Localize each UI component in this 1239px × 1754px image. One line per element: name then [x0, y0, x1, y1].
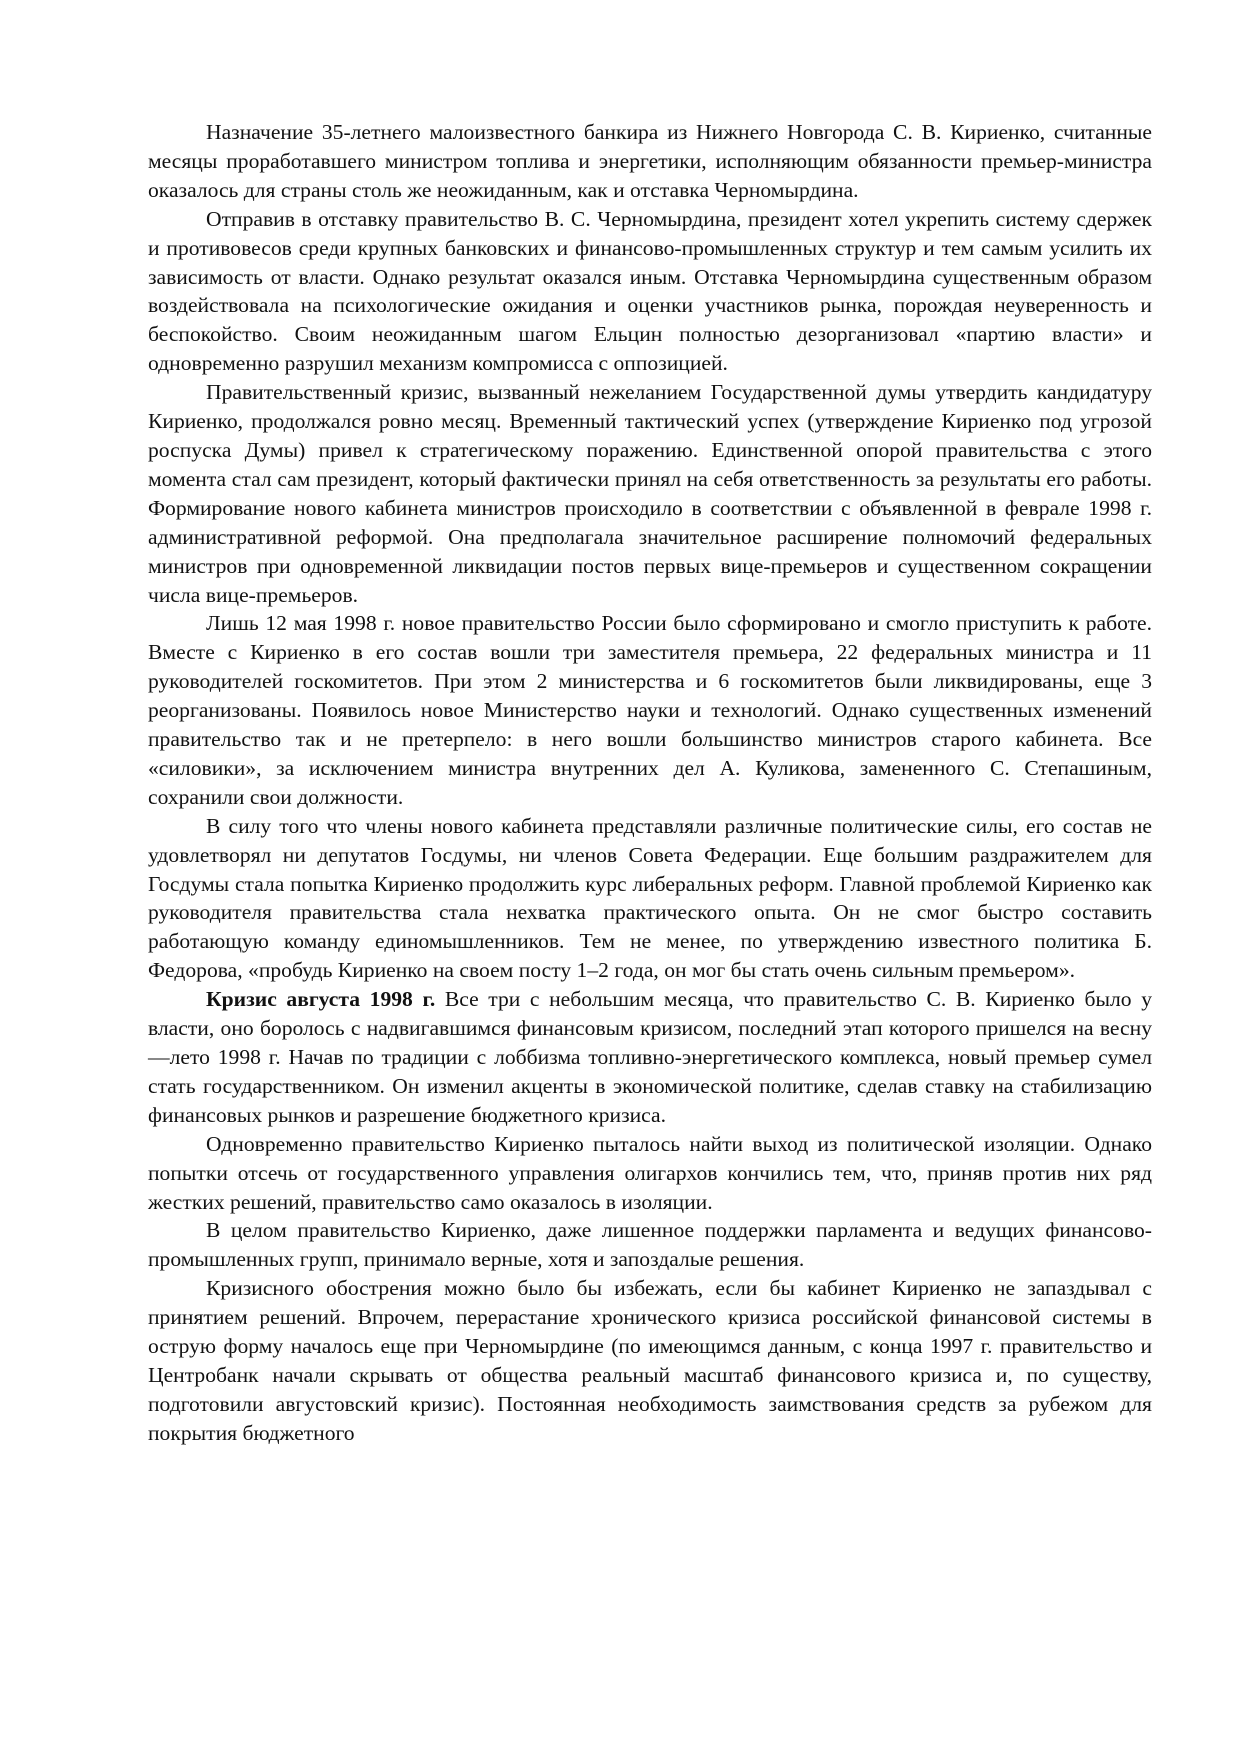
paragraph-text: Правительственный кризис, вызванный нежеланием Государственной думы утвердить кандидатуру Кириенко, продолжался ровно месяц. Временный тактический успех (утверждение Кириенко под угрозой роспуска Думы) привел к стратегическому поражению. Единственной опорой правительства с этого момента стал сам президент, который фактически принял на себя ответственность за результаты его работы. Формирование нового кабинета министров происходило в соответствии с объявленной в феврале 1998 г. административной реформой. Она предполагала значительное расширение полномочий федеральных министров при одновременной ликвидации постов первых вице-премьеров и существенном сокращении числа вице-премьеров.	[148, 380, 1152, 607]
paragraph-text: В силу того что члены нового кабинета представляли различные политические силы, его состав не удовлетворял ни депутатов Госдумы, ни членов Совета Федерации. Еще большим раздражителем для Госдумы стала попытка Кириенко продолжить курс либеральных реформ. Главной проблемой Кириенко как руководителя правительства стала нехватка практического опыта. Он не смог быстро составить работающую команду единомышленников. Тем не менее, по утверждению известного политика Б. Федорова, «пробудь Кириенко на своем посту 1–2 года, он мог бы стать очень сильным премьером».	[148, 813, 1152, 983]
paragraph-1	[148, 118, 1152, 205]
paragraph-text: Лишь 12 мая 1998 г. новое правительство России было сформировано и смогло приступить к работе. Вместе с Кириенко в его состав вошли три заместителя премьера, 22 федеральных министра и 11 руководителей госкомитетов. При этом 2 министерства и 6 госкомитетов были ликвидированы, еще 3 реорганизованы. Появилось новое Министерство науки и технологий. Однако существенных изменений правительство так и не претерпело: в него вошли большинство министров старого кабинета. Все «силовики», за исключением министра внутренних дел А. Куликова, замененного С. Степашиным, сохранили свои должности.	[148, 611, 1152, 809]
paragraph-text: Все три с небольшим месяца, что правительство С. В. Кириенко было у власти, оно боролось с надвигавшимся финансовым кризисом, последний этап которого пришелся на весну—лето 1998 г. Начав по традиции с лоббизма топливно-энергетического комплекса, новый премьер сумел стать государственником. Он изменил акценты в экономической политике, сделав ставку на стабилизацию финансовых рынков и разрешение бюджетного кризиса.	[148, 987, 1152, 1127]
paragraph-3	[148, 378, 1152, 609]
section-heading: Кризис августа 1998 г.	[206, 987, 436, 1012]
paragraph-6	[148, 985, 1152, 1130]
document-page	[148, 118, 1152, 1448]
paragraph-8	[148, 1216, 1152, 1274]
paragraph-text: Отправив в отставку правительство В. С. Черномырдина, президент хотел укрепить систему сдержек и противовесов среди крупных банковских и финансово-промышленных структур и тем самым усилить их зависимость от власти. Однако результат оказался иным. Отставка Черномырдина существенным образом воздействовала на психологические ожидания и оценки участников рынка, порождая неуверенность и беспокойство. Своим неожиданным шагом Ельцин полностью дезорганизовал «партию власти» и одновременно разрушил механизм компромисса с оппозицией.	[148, 206, 1152, 376]
paragraph-text: В целом правительство Кириенко, даже лишенное поддержки парламента и ведущих финансово-промышленных групп, принимало верные, хотя и запоздалые решения.	[148, 1218, 1152, 1272]
paragraph-text: Назначение 35-летнего малоизвестного банкира из Нижнего Новгорода С. В. Кириенко, считанные месяцы проработавшего министром топлива и энергетики, исполняющим обязанности премьер-министра оказалось для страны столь же неожиданным, как и отставка Черномырдина.	[148, 120, 1152, 202]
paragraph-text: Одновременно правительство Кириенко пыталось найти выход из политической изоляции. Однако попытки отсечь от государственного управления олигархов кончились тем, что, приняв против них ряд жестких решений, правительство само оказалось в изоляции.	[148, 1131, 1152, 1214]
paragraph-4	[148, 609, 1152, 811]
paragraph-9	[148, 1274, 1152, 1447]
paragraph-2	[148, 205, 1152, 378]
paragraph-7	[148, 1130, 1152, 1217]
paragraph-text: Кризисного обострения можно было бы избежать, если бы кабинет Кириенко не запаздывал с принятием решений. Впрочем, перерастание хронического кризиса российской финансовой системы в острую форму началось еще при Черномырдине (по имеющимся данным, с конца 1997 г. правительство и Центробанк начали скрывать от общества реальный масштаб финансового кризиса и, по существу, подготовили августовский кризис). Постоянная необходимость заимствования средств за рубежом для покрытия бюджетного	[148, 1276, 1152, 1445]
paragraph-5	[148, 812, 1152, 985]
